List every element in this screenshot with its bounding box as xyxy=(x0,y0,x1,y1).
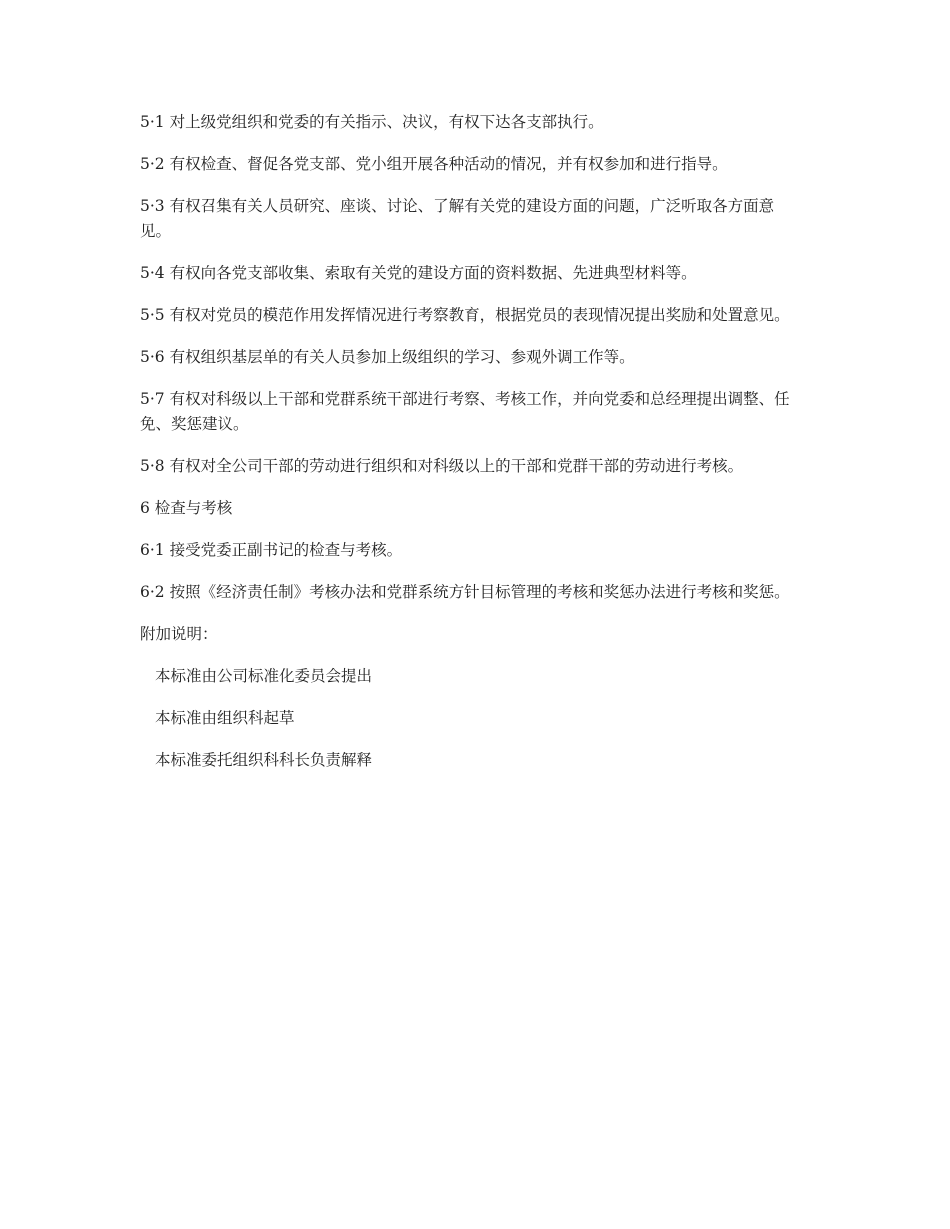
section-6-heading: 6 检查与考核 xyxy=(140,499,233,517)
paragraph-5-7: 5·7 有权对科级以上干部和党群系统干部进行考察、考核工作，并向党委和总经理提出调整、任免、奖惩建议。 xyxy=(140,390,790,433)
paragraph-5-8: 5·8 有权对全公司干部的劳动进行组织和对科级以上的干部和党群干部的劳动进行考核。 xyxy=(140,457,744,475)
appendix-line: 本标准由组织科起草 xyxy=(155,709,295,727)
paragraph-6-2: 6·2 按照《经济责任制》考核办法和党群系统方针目标管理的考核和奖惩办法进行考核和奖惩。 xyxy=(140,583,790,601)
appendix-line: 本标准委托组织科科长负责解释 xyxy=(155,751,373,769)
appendix-heading: 附加说明： xyxy=(140,625,218,643)
appendix-line: 本标准由公司标准化委员会提出 xyxy=(155,667,373,685)
paragraph-5-6: 5·6 有权组织基层单的有关人员参加上级组织的学习、参观外调工作等。 xyxy=(140,348,635,366)
paragraph-5-4: 5·4 有权向各党支部收集、索取有关党的建设方面的资料数据、先进典型材料等。 xyxy=(140,264,697,282)
document-body xyxy=(140,110,805,790)
paragraph-5-2: 5·2 有权检查、督促各党支部、党小组开展各种活动的情况，并有权参加和进行指导。 xyxy=(140,155,728,173)
paragraph-5-1: 5·1 对上级党组织和党委的有关指示、决议，有权下达各支部执行。 xyxy=(140,113,604,131)
paragraph-6-1: 6·1 接受党委正副书记的检查与考核。 xyxy=(140,541,403,559)
paragraph-5-3: 5·3 有权召集有关人员研究、座谈、讨论、了解有关党的建设方面的问题，广泛听取各方面意见。 xyxy=(140,197,775,240)
paragraph-5-5: 5·5 有权对党员的模范作用发挥情况进行考察教育，根据党员的表现情况提出奖励和处置意见。 xyxy=(140,306,790,324)
